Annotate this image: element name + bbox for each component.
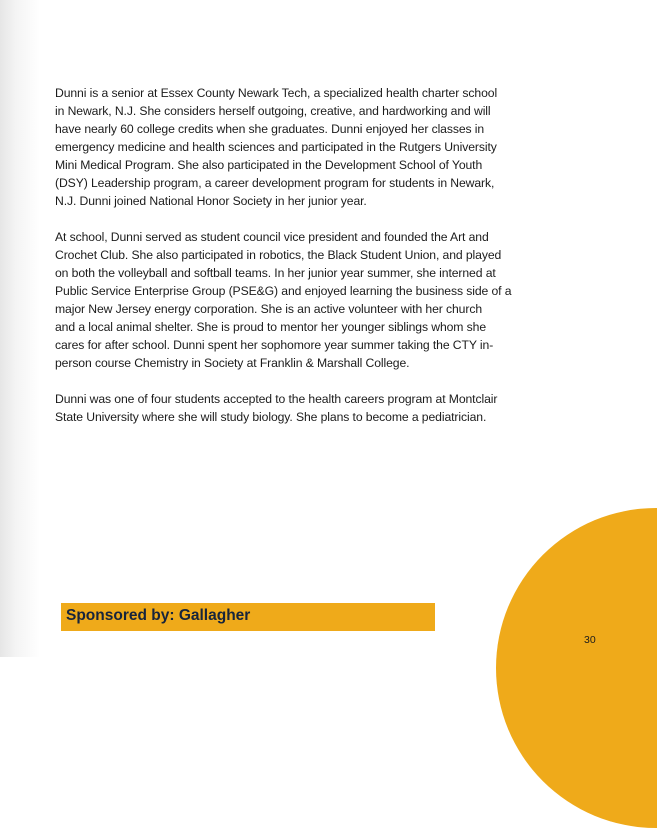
sponsor-label: Sponsored by: Gallagher	[66, 607, 251, 624]
text-line: in Newark, N.J. She considers herself outgoing, creative, and hardworking and will	[55, 104, 491, 118]
paragraph-2	[55, 228, 555, 372]
text-line: major New Jersey energy corporation. She is an active volunteer with her church	[55, 302, 482, 316]
text-line: have nearly 60 college credits when she graduates. Dunni enjoyed her classes in	[55, 122, 485, 136]
text-line: Crochet Club. She also participated in robotics, the Black Student Union, and played	[55, 248, 502, 262]
text-line: N.J. Dunni joined National Honor Society in her junior year.	[55, 194, 367, 208]
paragraph-3	[55, 390, 555, 426]
text-line: on both the volleyball and softball teams. In her junior year summer, she interned at	[55, 266, 496, 280]
text-line: Public Service Enterprise Group (PSE&G) and enjoyed learning the business side of a	[55, 284, 512, 298]
text-line: Dunni is a senior at Essex County Newark Tech, a specialized health charter school	[55, 86, 498, 100]
text-line: emergency medicine and health sciences and participated in the Rutgers University	[55, 140, 497, 154]
text-line: (DSY) Leadership program, a career development program for students in Newark,	[55, 176, 495, 190]
text-line: Dunni was one of four students accepted to the health careers program at Montclair	[55, 392, 498, 406]
text-line: person course Chemistry in Society at Franklin & Marshall College.	[55, 356, 410, 370]
paragraph-1	[55, 84, 555, 210]
page-number: 30	[584, 634, 596, 646]
page-fold-shadow	[0, 0, 40, 657]
text-line: cares for after school. Dunni spent her sophomore year summer taking the CTY in-	[55, 338, 494, 352]
decorative-circle	[496, 508, 657, 828]
text-line: State University where she will study biology. She plans to become a pediatrician.	[55, 410, 487, 424]
text-line: At school, Dunni served as student council vice president and founded the Art and	[55, 230, 489, 244]
article-body	[55, 84, 555, 444]
text-line: Mini Medical Program. She also participated in the Development School of Youth	[55, 158, 483, 172]
text-line: and a local animal shelter. She is proud to mentor her younger siblings whom she	[55, 320, 486, 334]
